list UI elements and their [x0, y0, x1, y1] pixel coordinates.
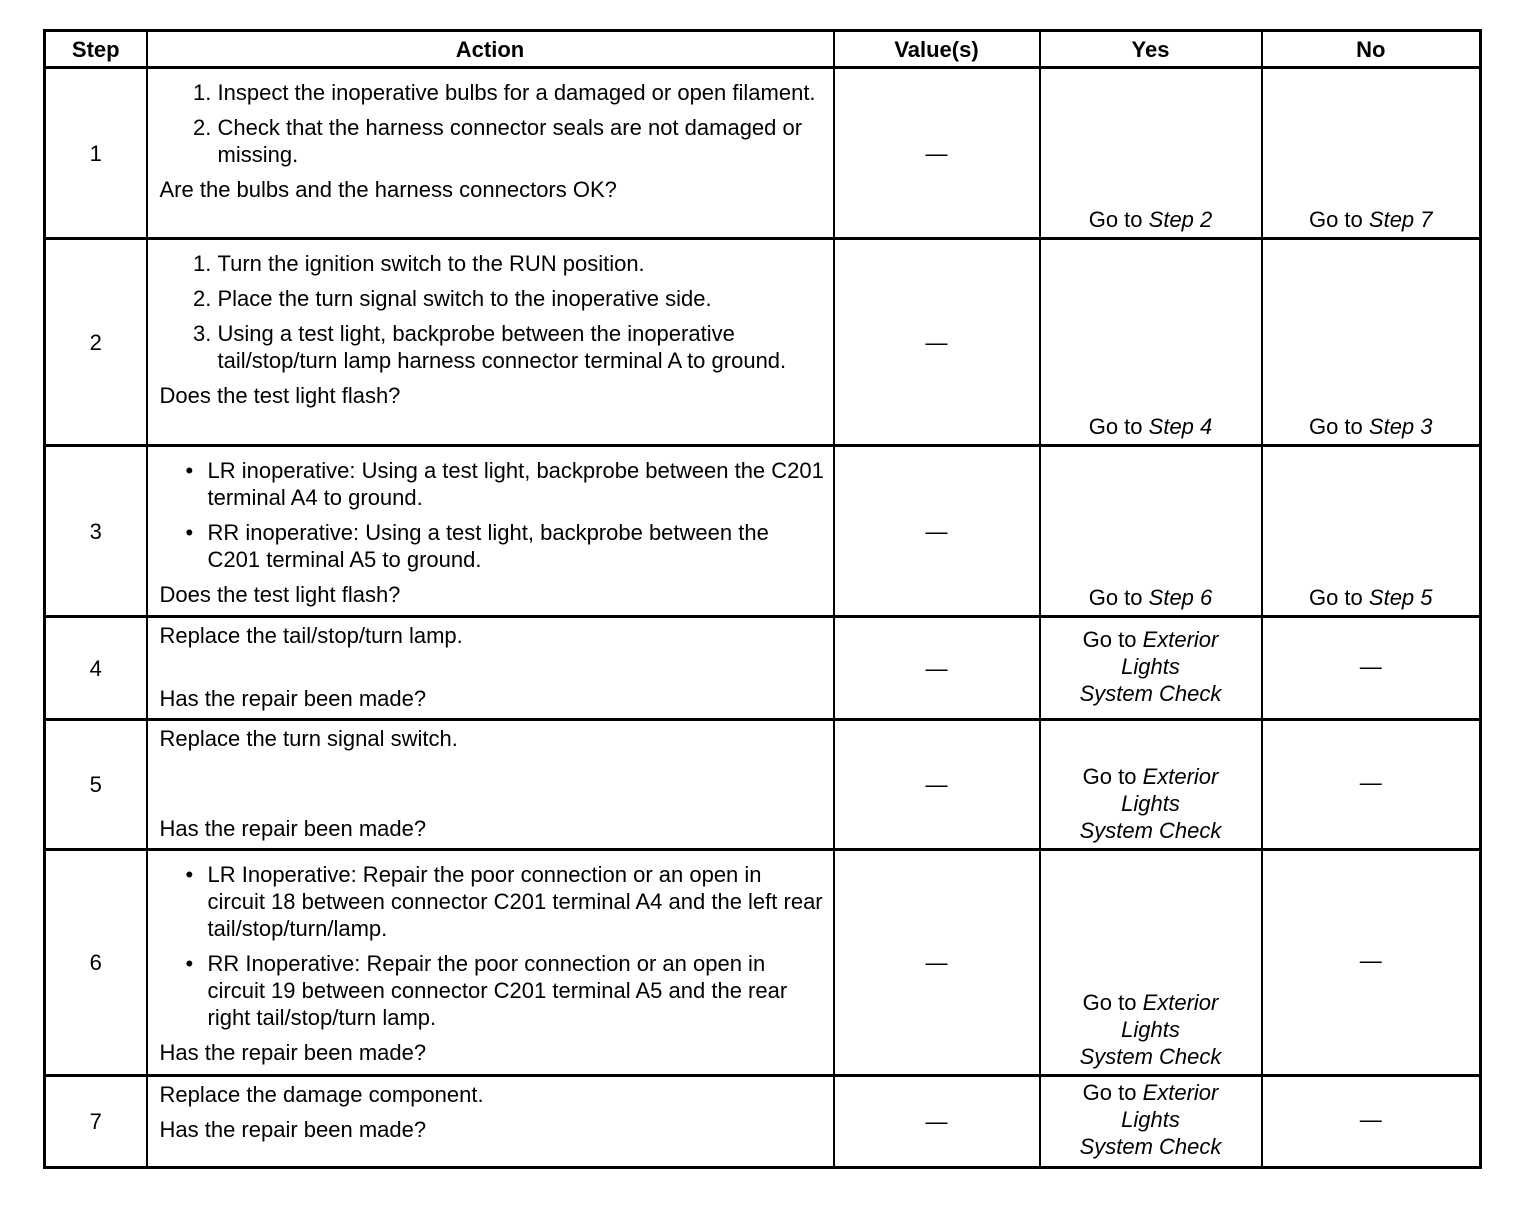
table-row: [45, 1076, 1481, 1168]
table-row: [45, 68, 1481, 239]
header-yes: Yes: [1040, 31, 1262, 68]
action-step: 2. Place the turn signal switch to the inoperative side.: [218, 285, 825, 312]
action-steps: [160, 79, 825, 168]
goto-prefix: Go to: [1088, 414, 1143, 439]
action-step: 1. Turn the ignition switch to the RUN position.: [218, 250, 825, 277]
table-row: [45, 239, 1481, 446]
diagnostic-table: [43, 29, 1482, 1169]
step-number: 2: [45, 239, 147, 446]
action-bullets: [160, 457, 825, 573]
goto-prefix: Go to: [1082, 1080, 1137, 1105]
header-values: Value(s): [834, 31, 1040, 68]
action-bullet: • RR Inoperative: Repair the poor connection or an open in circuit 19 between connector C201 terminal A5 and the rear right tail/stop/turn lamp.: [208, 950, 825, 1031]
step-number: 4: [45, 617, 147, 720]
table-row: [45, 850, 1481, 1076]
table-row: [45, 617, 1481, 720]
goto-ref: Exterior: [1142, 1080, 1219, 1105]
action-text: Replace the turn signal switch.: [159, 726, 458, 751]
goto-prefix: Go to: [1082, 626, 1137, 652]
action-step: 1. Inspect the inoperative bulbs for a damaged or open filament.: [218, 79, 825, 106]
action-question: Does the test light flash?: [159, 582, 401, 607]
yes-cell: [1040, 239, 1262, 446]
action-bullets: [160, 861, 825, 1031]
action-step: 2. Check that the harness connector seals are not damaged or missing.: [218, 114, 825, 168]
action-question: Does the test light flash?: [159, 383, 401, 408]
goto-ref: Step 5: [1368, 585, 1433, 610]
goto-ref: Step 2: [1148, 207, 1213, 232]
goto-ref: Step 3: [1368, 414, 1433, 439]
no-cell: —: [1262, 850, 1481, 1076]
goto-ref: System Check: [1079, 818, 1222, 843]
goto-ref: System Check: [1079, 680, 1222, 706]
no-cell: —: [1262, 720, 1481, 850]
step-number: 5: [45, 720, 147, 850]
action-cell: [147, 239, 834, 446]
value-cell: —: [834, 1076, 1040, 1168]
goto-ref: Lights: [1121, 1107, 1180, 1132]
action-question: Are the bulbs and the harness connectors OK?: [159, 177, 617, 202]
no-cell: —: [1262, 617, 1481, 720]
action-question: Has the repair been made?: [159, 686, 427, 711]
header-no: No: [1262, 31, 1481, 68]
action-text: Replace the damage component.: [159, 1082, 484, 1107]
action-cell: [147, 446, 834, 617]
action-bullet: • LR Inoperative: Repair the poor connection or an open in circuit 18 between connector C201 terminal A4 and the left rear tail/stop/turn/lamp.: [208, 861, 825, 942]
action-cell: [147, 617, 834, 720]
goto-ref: System Check: [1079, 1044, 1222, 1069]
goto-ref: Lights: [1121, 653, 1180, 679]
goto-prefix: Go to: [1308, 585, 1363, 610]
action-question: Has the repair been made?: [159, 1117, 427, 1142]
value-cell: —: [834, 68, 1040, 239]
yes-cell: [1040, 720, 1262, 850]
action-step: 3. Using a test light, backprobe between the inoperative tail/stop/turn lamp harness connector terminal A to ground.: [218, 320, 825, 374]
goto-ref: System Check: [1079, 1134, 1222, 1159]
action-bullet: • RR inoperative: Using a test light, backprobe between the C201 terminal A5 to ground.: [208, 519, 825, 573]
goto-ref: Exterior: [1142, 626, 1219, 652]
goto-ref: Step 6: [1148, 585, 1213, 610]
action-question: Has the repair been made?: [159, 816, 427, 841]
step-number: 1: [45, 68, 147, 239]
step-number: 6: [45, 850, 147, 1076]
goto-ref: Lights: [1121, 791, 1180, 816]
action-steps: [160, 250, 825, 374]
no-cell: [1262, 68, 1481, 239]
goto-prefix: Go to: [1308, 207, 1363, 232]
yes-cell: [1040, 446, 1262, 617]
goto-prefix: Go to: [1308, 414, 1363, 439]
goto-prefix: Go to: [1082, 990, 1137, 1015]
goto-ref: Step 7: [1368, 207, 1433, 232]
table-row: [45, 720, 1481, 850]
header-row: [45, 31, 1481, 68]
yes-cell: [1040, 1076, 1262, 1168]
step-number: 7: [45, 1076, 147, 1168]
header-step: Step: [45, 31, 147, 68]
header-action: Action: [147, 31, 834, 68]
yes-cell: [1040, 850, 1262, 1076]
value-cell: —: [834, 617, 1040, 720]
value-cell: —: [834, 720, 1040, 850]
value-cell: —: [834, 239, 1040, 446]
action-cell: [147, 68, 834, 239]
action-cell: [147, 850, 834, 1076]
yes-cell: [1040, 617, 1262, 720]
goto-prefix: Go to: [1088, 207, 1143, 232]
table-row: [45, 446, 1481, 617]
goto-prefix: Go to: [1082, 764, 1137, 789]
goto-ref: Exterior: [1142, 764, 1219, 789]
goto-ref: Exterior: [1142, 990, 1219, 1015]
goto-prefix: Go to: [1088, 585, 1143, 610]
action-bullet: • LR inoperative: Using a test light, backprobe between the C201 terminal A4 to ground.: [208, 457, 825, 511]
goto-ref: Lights: [1121, 1017, 1180, 1042]
yes-cell: [1040, 68, 1262, 239]
no-cell: [1262, 446, 1481, 617]
action-text: Replace the tail/stop/turn lamp.: [159, 623, 463, 648]
goto-ref: Step 4: [1148, 414, 1213, 439]
action-cell: [147, 720, 834, 850]
step-number: 3: [45, 446, 147, 617]
action-cell: [147, 1076, 834, 1168]
no-cell: [1262, 239, 1481, 446]
no-cell: —: [1262, 1076, 1481, 1168]
value-cell: —: [834, 850, 1040, 1076]
value-cell: —: [834, 446, 1040, 617]
action-question: Has the repair been made?: [159, 1040, 427, 1065]
